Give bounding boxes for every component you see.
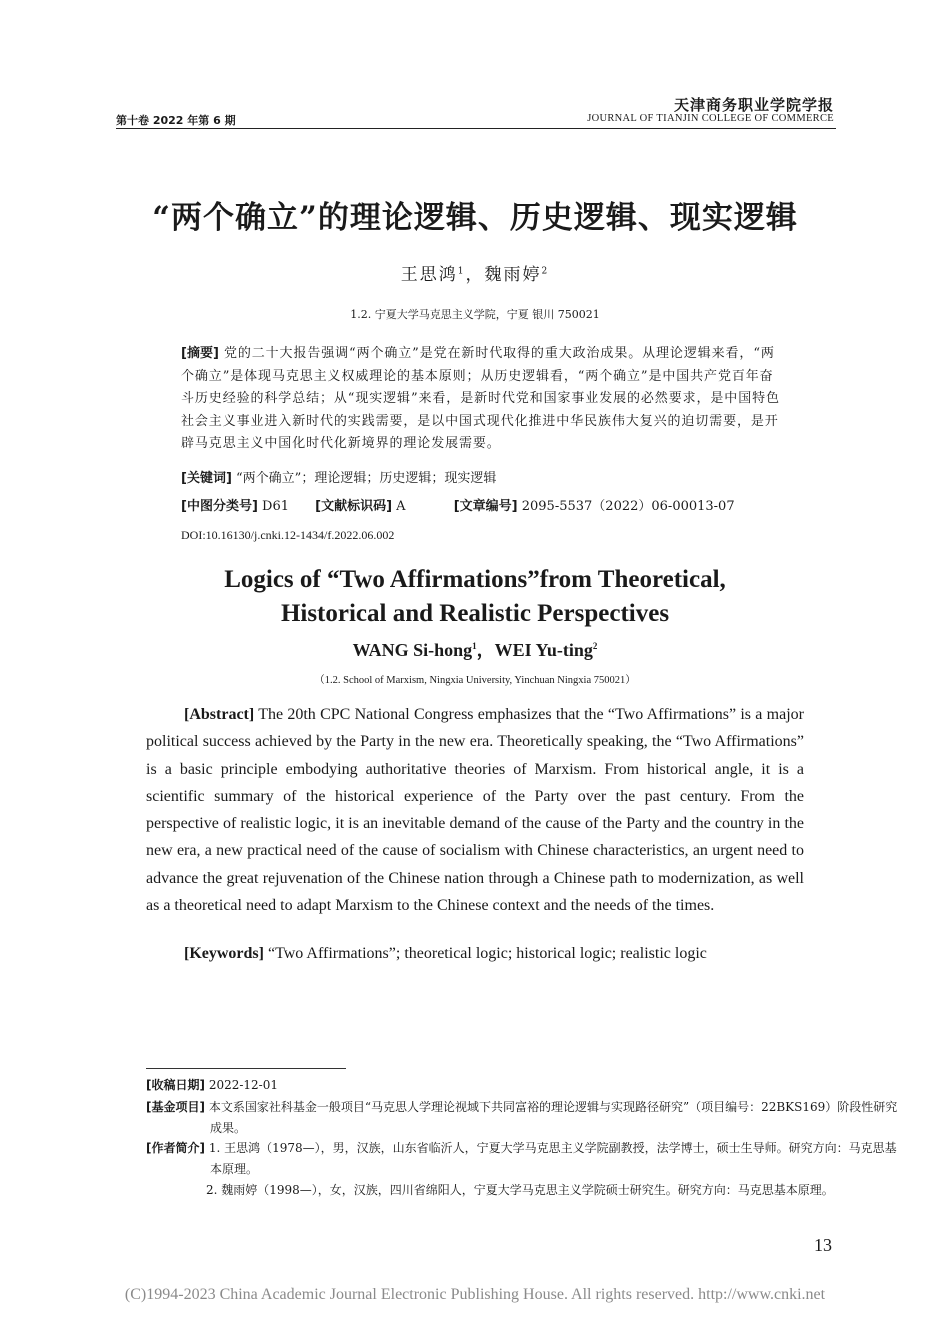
author-1-en-sup: 1 bbox=[472, 641, 477, 651]
author-2-cn: 魏雨婷 bbox=[484, 265, 542, 285]
doi: DOI:10.16130/j.cnki.12-1434/f.2022.06.002 bbox=[181, 528, 395, 542]
abstract-cn-text: 党的二十大报告强调“两个确立”是党在新时代取得的重大政治成果。从理论逻辑来看，“两个确立”是体现马克思主义权威理论的基本原则；从历史逻辑看，“两个确立”是中国共产党百年奋斗历史经验的科学总结；从“现实逻辑”来看，是新时代党和国家事业发展的必然要求，是中国特色社会主义事业进入新时代的实践需要，是以中国式现代化推进中华民族伟大复兴的迫切需要，是开辟马克思主义中国化时代化新境界的理论发展需要。 bbox=[181, 346, 780, 451]
doc-code-label: [文献标识码] bbox=[315, 499, 393, 514]
author-info-1: 1. 王思鸿（1978—），男，汉族，山东省临沂人，宁夏大学马克思主义学院副教授，法学博士，硕士生导师。研究方向：马克思基本原理。 bbox=[208, 1141, 897, 1176]
keywords-en bbox=[146, 945, 804, 963]
author-2-en: WEI Yu-ting bbox=[494, 640, 593, 660]
footnote-author-1 bbox=[146, 1138, 904, 1179]
author-1-en: WANG Si-hong bbox=[352, 640, 473, 660]
title-en-line-1: Logics of “Two Affirmations”from Theoretical, bbox=[224, 566, 726, 593]
affiliation-cn: 1.2. 宁夏大学马克思主义学院，宁夏 银川 750021 bbox=[350, 308, 600, 321]
clc-value: D61 bbox=[262, 499, 289, 514]
authors-cn bbox=[0, 260, 950, 285]
copyright-footer: (C)1994-2023 China Academic Journal Electronic Publishing House. All rights reserved. http://www.cnki.net bbox=[124, 1286, 826, 1303]
footnote-divider bbox=[146, 1068, 346, 1069]
abstract-cn-label: [摘要] bbox=[181, 346, 219, 361]
footnote-author-2: 2. 魏雨婷（1998—），女，汉族，四川省绵阳人，宁夏大学马克思主义学院硕士研究生。研究方向：马克思基本原理。 bbox=[206, 1183, 834, 1197]
abstract-en-label: [Abstract] bbox=[184, 706, 255, 723]
title-en-line-2: Historical and Realistic Perspectives bbox=[280, 600, 670, 627]
journal-title-en: JOURNAL OF TIANJIN COLLEGE OF COMMERCE bbox=[587, 113, 834, 124]
keywords-cn bbox=[181, 468, 783, 491]
issue-info: 第十卷 2022 年第 6 期 bbox=[116, 114, 236, 127]
keywords-cn-label: [关键词] bbox=[181, 471, 232, 486]
fund-label: [基金项目] bbox=[146, 1100, 205, 1114]
keywords-cn-text: “两个确立”；理论逻辑；历史逻辑；现实逻辑 bbox=[236, 471, 497, 486]
footnote-received bbox=[146, 1075, 840, 1096]
article-no-value: 2095-5537（2022）06-00013-07 bbox=[521, 499, 735, 514]
author-1-cn: 王思鸿 bbox=[400, 265, 458, 285]
received-label: [收稿日期] bbox=[146, 1078, 205, 1092]
article-title-cn: “两个确立”的理论逻辑、历史逻辑、现实逻辑 bbox=[152, 200, 798, 236]
article-no-label: [文章编号] bbox=[453, 499, 518, 514]
page-number: 13 bbox=[814, 1235, 832, 1255]
author-1-sup: 1 bbox=[457, 266, 466, 277]
footnote-fund bbox=[146, 1097, 904, 1138]
header-divider bbox=[116, 128, 836, 129]
author-info-label: [作者简介] bbox=[146, 1141, 205, 1155]
doc-code-value: A bbox=[396, 499, 406, 514]
keywords-en-text: “Two Affirmations”; theoretical logic; historical logic; realistic logic bbox=[267, 945, 707, 962]
author-en-separator: ， bbox=[476, 640, 495, 660]
abstract-en bbox=[146, 701, 804, 919]
abstract-en-text: The 20th CPC National Congress emphasizes that the “Two Affirmations” is a major political success achieved by the Party in the new era. Theoretically speaking, the “Two Affirmations” is a basic principle embodying authoritative theories of Marxism. From historical angle, it is a scientific summary of the historical experience of the Party over the past century. From the perspective of realistic logic, it is an inevitable demand of the cause of the Party and the country in the new era, a new practical need of the cause of socialism with Chinese characteristics, an urgent need to advance the great rejuvenation of the Chinese nation through a Chinese path to modernization, as well as a theoretical need to adapt Marxism to the Chinese context and the needs of the times. bbox=[146, 706, 805, 915]
classification-line bbox=[181, 496, 783, 519]
keywords-en-label: [Keywords] bbox=[184, 945, 264, 962]
author-separator: ， bbox=[465, 265, 485, 285]
author-2-sup: 2 bbox=[541, 266, 550, 277]
affiliation-en: （1.2. School of Marxism, Ningxia University, Yinchuan Ningxia 750021） bbox=[314, 675, 636, 686]
journal-title-cn: 天津商务职业学院学报 bbox=[673, 96, 834, 114]
received-value: 2022-12-01 bbox=[208, 1078, 278, 1092]
author-2-en-sup: 2 bbox=[592, 641, 598, 651]
authors-en bbox=[0, 636, 950, 662]
article-title-en bbox=[0, 563, 950, 631]
abstract-cn bbox=[181, 343, 783, 456]
fund-value: 本文系国家社科基金一般项目“马克思人学理论视域下共同富裕的理论逻辑与实现路径研究”（项目编号：22BKS169）阶段性研究成果。 bbox=[208, 1100, 898, 1135]
clc-label: [中图分类号] bbox=[181, 499, 258, 514]
